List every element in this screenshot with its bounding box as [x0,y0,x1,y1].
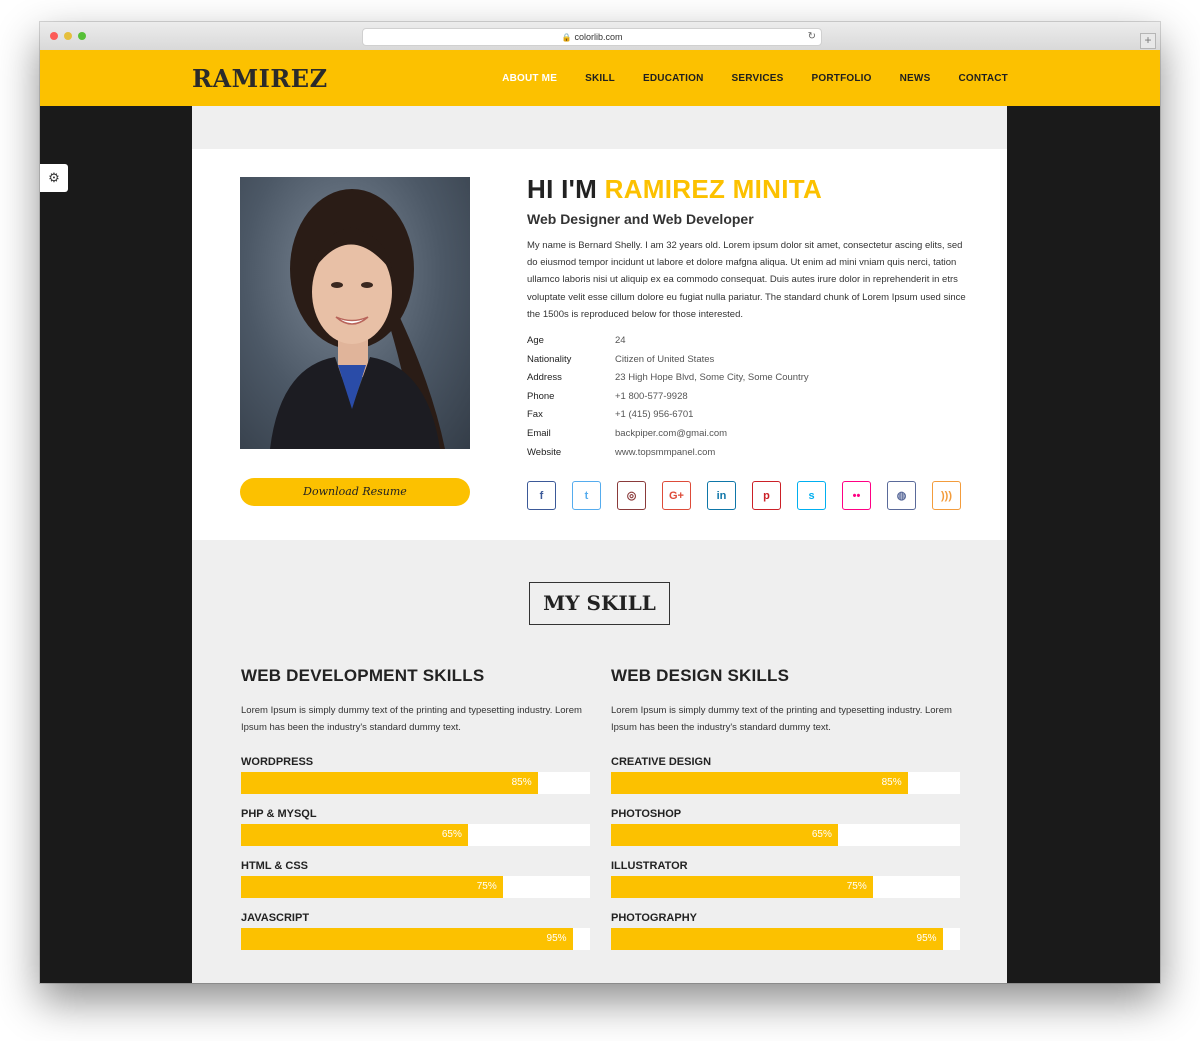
skill-item [611,756,960,794]
skills-title: MY SKILL [529,582,670,625]
reload-icon[interactable]: ↻ [807,31,816,42]
detail-row [527,354,809,373]
detail-label: Fax [527,409,543,421]
social-links [527,481,961,510]
detail-label: Phone [527,390,555,402]
web-design-heading: WEB DESIGN SKILLS [611,666,790,685]
skill-name: CREATIVE DESIGN [611,756,712,768]
skill-progress-bar [611,772,960,794]
detail-value: 23 High Hope Blvd, Some City, Some Country [615,372,809,384]
skill-item [241,808,590,846]
nav-portfolio[interactable]: PORTFOLIO [811,72,872,84]
skill-progress-fill [611,824,838,846]
detail-label: Website [527,446,562,458]
skill-progress-bar [241,772,590,794]
skill-name: HTML & CSS [241,860,309,872]
rss-icon[interactable]: ))) [932,481,961,510]
settings-gear-icon[interactable]: ⚙ [40,164,68,192]
skill-progress-fill [241,928,573,950]
address-url: colorlib.com [574,32,623,42]
detail-value: +1 800-577-9928 [615,390,688,402]
web-design-skills [611,666,960,950]
web-dev-text: Lorem Ipsum is simply dummy text of the printing and typesetting industry. Lorem Ipsum has been the industry's standard dummy text. [241,705,582,733]
skill-progress-bar [611,876,960,898]
skill-progress-fill [611,876,873,898]
intro-heading [527,174,822,205]
skill-name: ILLUSTRATOR [611,860,688,872]
web-dev-heading: WEB DEVELOPMENT SKILLS [241,666,485,685]
skill-percent: 85% [511,777,532,788]
detail-row [527,428,809,447]
skill-progress-bar [241,876,590,898]
skill-percent: 85% [881,777,902,788]
site-header [40,50,1160,106]
skype-icon[interactable]: s [797,481,826,510]
intro-name: RAMIREZ MINITA [604,174,823,204]
site-logo[interactable]: RAMIREZ [192,64,328,93]
profile-photo [240,177,470,449]
web-dev-skills [241,666,590,950]
nav-education[interactable]: EDUCATION [642,72,704,84]
skill-name: JAVASCRIPT [241,912,310,924]
skill-item [611,860,960,898]
detail-value: www.topsmmpanel.com [615,446,716,458]
flickr-icon[interactable]: •• [842,481,871,510]
skill-name: PHOTOSHOP [611,808,682,820]
address-bar[interactable] [362,28,822,46]
skill-progress-fill [241,876,503,898]
intro-bio: My name is Bernard Shelly. I am 32 years old. Lorem ipsum dolor sit amet, consectetur ascing elits, sed do eiusmod tempor incidunt ut labore et dolore mafgna aliqua. Ut enim ad mini vniam quis nerci, tation ullamco laboris nisi ut aliquip ex ea commodo consequat. Duis autes irure dolor in reprehenderit in etrs voluptate velit esse cillum dolore eu fugiat nulla pariatur. The standard chunk of Lorem Ipsum used since the 1500s is reproduced below for those interested. [527,240,966,320]
main-nav [502,50,1008,106]
skill-progress-bar [611,928,960,950]
nav-contact[interactable]: CONTACT [958,72,1008,84]
detail-value: backpiper.com@gmai.com [615,427,728,439]
linkedin-icon[interactable]: in [707,481,736,510]
about-section [192,149,1007,540]
detail-label: Email [527,427,551,439]
skill-name: PHP & MYSQL [241,808,317,820]
nav-about-me[interactable]: ABOUT ME [502,72,558,84]
personal-details [527,335,809,465]
skill-percent: 75% [846,881,867,892]
skill-percent: 75% [476,881,497,892]
detail-value: Citizen of United States [615,353,715,365]
skill-percent: 65% [441,829,462,840]
detail-row [527,372,809,391]
pinterest-icon[interactable]: p [752,481,781,510]
skill-item [241,860,590,898]
skill-percent: 95% [546,933,567,944]
google-plus-icon[interactable]: G+ [662,481,691,510]
new-tab-button[interactable]: + [1140,33,1156,49]
skill-item [611,912,960,950]
skill-progress-fill [611,928,943,950]
skill-progress-bar [241,928,590,950]
dribbble-icon[interactable]: ◍ [887,481,916,510]
detail-row [527,409,809,428]
skill-progress-fill [241,772,538,794]
page-content [192,106,1007,983]
skill-item [611,808,960,846]
skill-progress-bar [611,824,960,846]
facebook-icon[interactable]: f [527,481,556,510]
maximize-window-button[interactable] [78,32,86,40]
skill-item [241,756,590,794]
web-design-text: Lorem Ipsum is simply dummy text of the printing and typesetting industry. Lorem Ipsum has been the industry's standard dummy text. [611,705,952,733]
download-resume-button[interactable]: Download Resume [240,478,470,506]
browser-chrome [40,22,1160,51]
minimize-window-button[interactable] [64,32,72,40]
skill-percent: 95% [916,933,937,944]
detail-row [527,335,809,354]
skill-name: PHOTOGRAPHY [611,912,697,924]
nav-services[interactable]: SERVICES [731,72,784,84]
detail-label: Address [527,372,562,384]
intro-role: Web Designer and Web Developer [527,211,754,227]
skill-progress-fill [611,772,908,794]
skill-percent: 65% [811,829,832,840]
intro-greeting: HI I'M [527,174,598,204]
web-dev-skill-list [241,756,590,950]
detail-value: +1 (415) 956-6701 [615,409,694,421]
nav-skill[interactable]: SKILL [585,72,615,84]
detail-row [527,447,809,466]
twitter-icon[interactable]: t [572,481,601,510]
skill-name: WORDPRESS [241,756,314,768]
detail-label: Age [527,335,544,346]
close-window-button[interactable] [50,32,58,40]
lock-icon: 🔒 [561,33,572,42]
browser-window [40,22,1160,983]
detail-value: 24 [615,335,626,346]
skill-item [241,912,590,950]
web-design-skill-list [611,756,960,950]
skill-progress-fill [241,824,468,846]
nav-news[interactable]: NEWS [899,72,931,84]
skill-progress-bar [241,824,590,846]
instagram-icon[interactable]: ◎ [617,481,646,510]
detail-row [527,391,809,410]
detail-label: Nationality [527,353,572,365]
